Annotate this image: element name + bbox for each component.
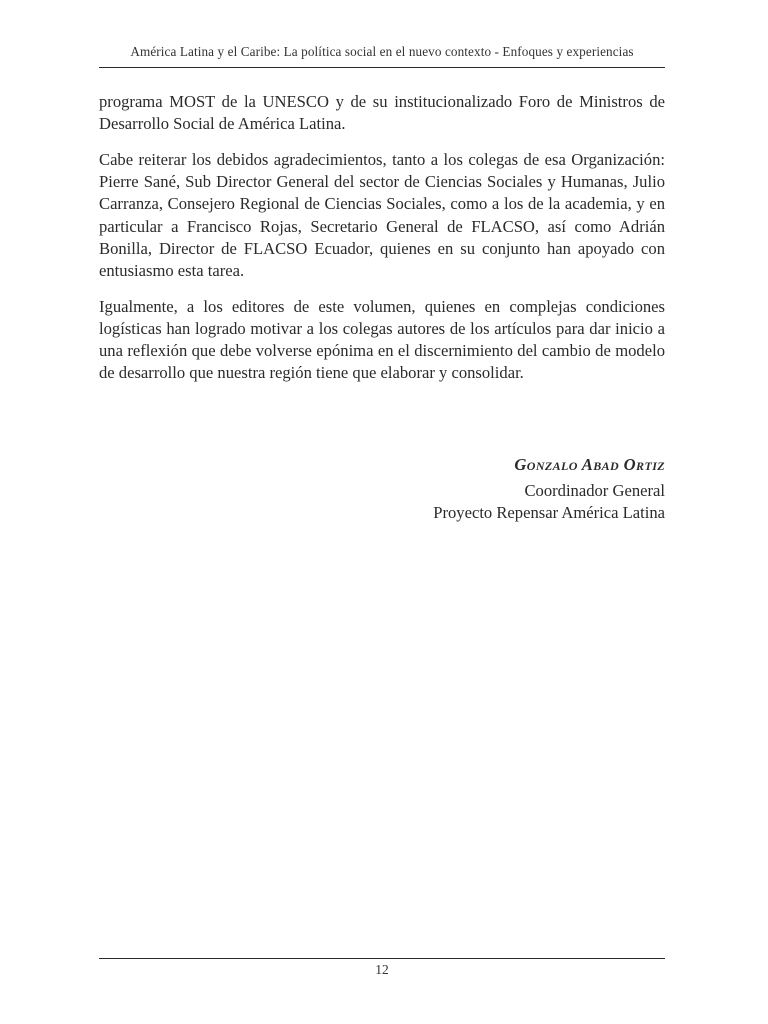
body-paragraph-3: Igualmente, a los editores de este volumen, quienes en complejas condiciones logísticas han logrado motivar a los colegas autores de los artículos para dar inicio a una reflexión que debe volverse epónima en el discernimiento del cambio de modelo de desarrollo que nuestra región tiene que elaborar y consolidar. bbox=[99, 296, 665, 383]
body-paragraph-1: programa MOST de la UNESCO y de su institucionalizado Foro de Ministros de Desarrollo Social de América Latina. bbox=[99, 92, 665, 134]
running-header: América Latina y el Caribe: La política social en el nuevo contexto - Enfoques y experiencias bbox=[130, 44, 634, 59]
page-number: 12 bbox=[375, 962, 389, 977]
body-paragraph-2: Cabe reiterar los debidos agradecimientos, tanto a los colegas de esa Organización: Pierre Sané, Sub Director General del sector de Ciencias Sociales y Humanas, Julio Carranza, Consejero Regional de Ciencias Sociales, como a los de la academia, y en particular a Francisco Rojas, Secretario General de FLACSO, así como Adrián Bonilla, Director de FLACSO Ecuador, quienes en su conjunto han apoyado con entusiasmo esta tarea. bbox=[99, 149, 665, 280]
signatory-project: Proyecto Repensar América Latina bbox=[433, 503, 665, 522]
document-body bbox=[99, 91, 665, 398]
signatory-name: Gonzalo Abad Ortiz bbox=[514, 455, 665, 474]
signatory-role: Coordinador General bbox=[524, 480, 665, 500]
footer-divider bbox=[99, 958, 665, 959]
signature-block bbox=[433, 454, 665, 525]
header-divider bbox=[99, 67, 665, 68]
